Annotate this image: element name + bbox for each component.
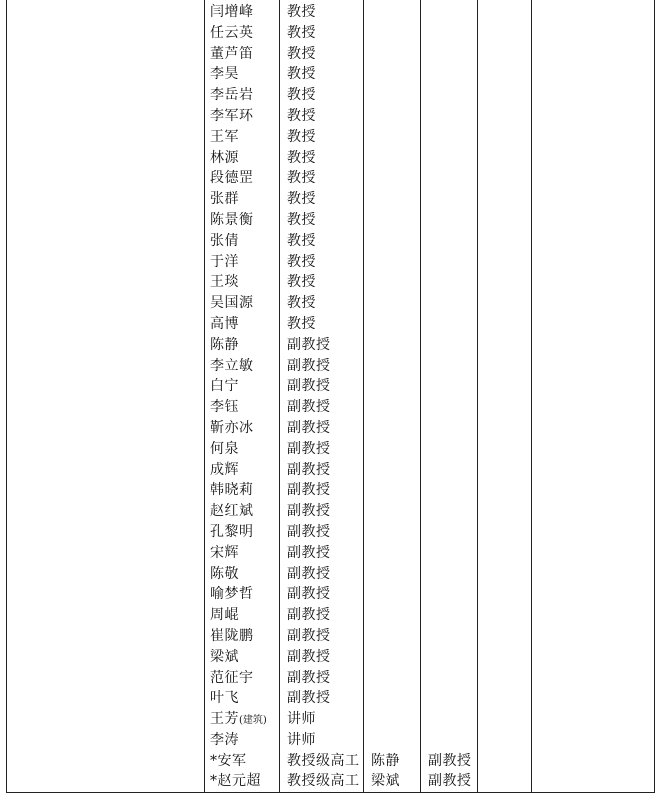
table-row	[0, 668, 662, 689]
teacher-title: 副教授	[287, 357, 331, 374]
teacher-title: 讲师	[287, 731, 316, 748]
table-row	[0, 272, 662, 293]
table-row	[0, 335, 662, 356]
table-row	[0, 605, 662, 626]
teacher-title: 副教授	[287, 523, 331, 540]
teacher-name: 王芳(建筑)	[210, 711, 267, 728]
teacher-title: 教授级高工	[287, 773, 360, 790]
teacher-name: 孔黎明	[210, 523, 254, 540]
teacher-title: 副教授	[287, 627, 331, 644]
teacher-title: 教授	[287, 87, 316, 104]
teacher-title: 教授	[287, 211, 316, 228]
partner-title: 副教授	[428, 773, 472, 790]
teacher-name: 王军	[210, 128, 239, 145]
table-row	[0, 210, 662, 231]
teacher-title: 副教授	[287, 440, 331, 457]
teacher-name: *安军	[210, 752, 247, 769]
teacher-title: 副教授	[287, 607, 331, 624]
teacher-title: 副教授	[287, 648, 331, 665]
table-row	[0, 376, 662, 397]
table-row	[0, 647, 662, 668]
teacher-title: 教授	[287, 45, 316, 62]
teacher-name: 范征宇	[210, 669, 254, 686]
teacher-name: 吴国源	[210, 295, 254, 312]
table-row	[0, 688, 662, 709]
table-row	[0, 252, 662, 273]
table-row	[0, 709, 662, 730]
table-row	[0, 584, 662, 605]
teacher-name: 何泉	[210, 440, 239, 457]
teacher-name: 陈静	[210, 336, 239, 353]
teacher-name: 李涛	[210, 731, 239, 748]
teacher-name: 任云英	[210, 24, 254, 41]
teacher-title: 副教授	[287, 669, 331, 686]
teacher-title: 副教授	[287, 482, 331, 499]
table-row	[0, 64, 662, 85]
table-row	[0, 168, 662, 189]
table-row	[0, 314, 662, 335]
teacher-title: 教授	[287, 274, 316, 291]
table-row	[0, 564, 662, 585]
teacher-name: 周崐	[210, 607, 239, 624]
teacher-name: 成辉	[210, 461, 239, 478]
table-row	[0, 148, 662, 169]
teacher-name: 李岳岩	[210, 87, 254, 104]
name-note: (建筑)	[239, 715, 267, 727]
teacher-title: 副教授	[287, 419, 331, 436]
partner-name: 陈静	[371, 752, 400, 769]
teacher-title: 副教授	[287, 461, 331, 478]
table-row	[0, 356, 662, 377]
table-row	[0, 501, 662, 522]
table-row	[0, 543, 662, 564]
teacher-title: 教授	[287, 128, 316, 145]
table-row	[0, 397, 662, 418]
table-row	[0, 44, 662, 65]
teacher-name: 高博	[210, 315, 239, 332]
teacher-title: 教授级高工	[287, 752, 360, 769]
teacher-title: 讲师	[287, 711, 316, 728]
teacher-title: 教授	[287, 295, 316, 312]
teacher-title: 教授	[287, 191, 316, 208]
staff-table	[0, 2, 662, 792]
teacher-title: 教授	[287, 66, 316, 83]
table-row	[0, 460, 662, 481]
teacher-name: 李昊	[210, 66, 239, 83]
table-row	[0, 522, 662, 543]
teacher-name: 于洋	[210, 253, 239, 270]
teacher-name: 李钰	[210, 399, 239, 416]
table-row	[0, 626, 662, 647]
teacher-title: 教授	[287, 4, 316, 20]
teacher-title: 教授	[287, 24, 316, 41]
table-row	[0, 418, 662, 439]
teacher-title: 教授	[287, 232, 316, 249]
teacher-title: 副教授	[287, 690, 331, 707]
table-row	[0, 23, 662, 44]
teacher-title: 副教授	[287, 336, 331, 353]
table-row	[0, 85, 662, 106]
table-row	[0, 771, 662, 792]
table-row	[0, 231, 662, 252]
table-row	[0, 2, 662, 23]
teacher-title: 副教授	[287, 378, 331, 395]
table-row	[0, 730, 662, 751]
teacher-title: 副教授	[287, 565, 331, 582]
partner-name: 梁斌	[371, 773, 400, 790]
teacher-name: 张倩	[210, 232, 239, 249]
teacher-title: 教授	[287, 170, 316, 187]
teacher-name: 董芦笛	[210, 45, 254, 62]
teacher-name: 李立敏	[210, 357, 254, 374]
teacher-title: 教授	[287, 253, 316, 270]
teacher-name: 韩晓莉	[210, 482, 254, 499]
teacher-name: 宋辉	[210, 544, 239, 561]
teacher-title: 教授	[287, 107, 316, 124]
teacher-title: 副教授	[287, 544, 331, 561]
teacher-name: 林源	[210, 149, 239, 166]
table-row	[0, 480, 662, 501]
teacher-name: *赵元超	[210, 773, 261, 790]
teacher-title: 教授	[287, 315, 316, 332]
teacher-name: 李军环	[210, 107, 254, 124]
table-row	[0, 293, 662, 314]
table-row	[0, 189, 662, 210]
teacher-name: 崔陇鹏	[210, 627, 254, 644]
teacher-name: 陈敬	[210, 565, 239, 582]
teacher-name: 白宁	[210, 378, 239, 395]
teacher-name: 张群	[210, 191, 239, 208]
teacher-title: 副教授	[287, 503, 331, 520]
table-row	[0, 127, 662, 148]
teacher-name: 赵红斌	[210, 503, 254, 520]
teacher-title: 副教授	[287, 399, 331, 416]
table-row	[0, 439, 662, 460]
teacher-name: 靳亦冰	[210, 419, 254, 436]
teacher-name: 梁斌	[210, 648, 239, 665]
table-row	[0, 751, 662, 772]
teacher-title: 教授	[287, 149, 316, 166]
teacher-name: 陈景衡	[210, 211, 254, 228]
teacher-title: 副教授	[287, 586, 331, 603]
teacher-name: 叶飞	[210, 690, 239, 707]
teacher-name: 段德罡	[210, 170, 254, 187]
teacher-name: 闫增峰	[210, 4, 254, 20]
table-row	[0, 106, 662, 127]
partner-title: 副教授	[428, 752, 472, 769]
teacher-name: 王琰	[210, 274, 239, 291]
teacher-name: 喻梦哲	[210, 586, 254, 603]
